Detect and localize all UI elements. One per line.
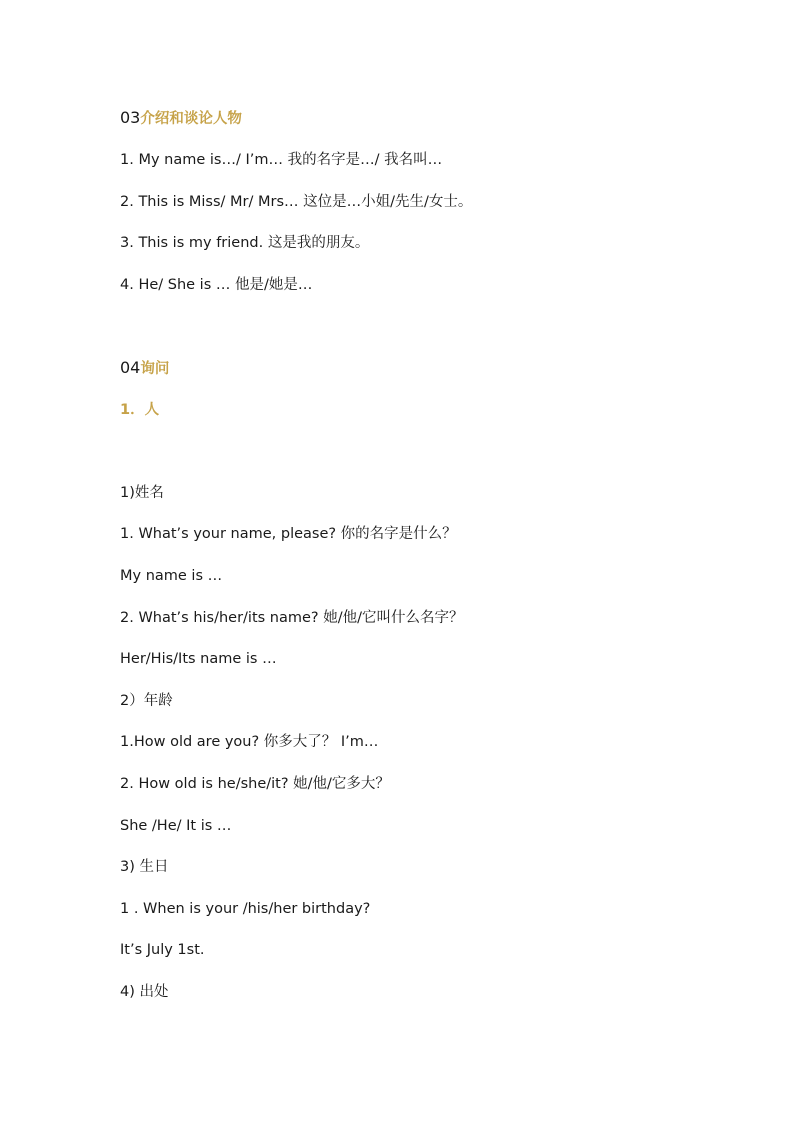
section-03-title: 介绍和谈论人物 <box>140 111 242 127</box>
section-04-number: 04 <box>120 358 141 377</box>
section-04-line-10: 3) 生日 <box>120 859 169 875</box>
section-03-line-2: 2. This is Miss/ Mr/ Mrs… 这位是…小姐/先生/女士。 <box>120 194 473 210</box>
section-04-line-9: She /He/ It is … <box>120 818 232 834</box>
section-04-line-8: 2. How old is he/she/it? 她/他/它多大？ <box>120 776 390 792</box>
section-03-number: 03 <box>120 108 141 127</box>
section-04-line-5: Her/His/Its name is … <box>120 651 277 667</box>
section-04-line-11: 1 . When is your /his/her birthday? <box>120 901 371 917</box>
section-04-line-6: 2）年龄 <box>120 693 173 709</box>
section-03-heading <box>120 108 242 129</box>
section-04-line-1: 1)姓名 <box>120 485 164 501</box>
section-04-line-7: 1.How old are you? 你多大了？ I’m… <box>120 734 379 750</box>
section-04-heading <box>120 358 169 379</box>
section-04-subheading: 1．人 <box>120 402 160 418</box>
section-04-line-3: My name is … <box>120 568 223 584</box>
section-04-line-4: 2. What’s his/her/its name? 她/他/它叫什么名字？ <box>120 610 464 626</box>
section-04-line-12: It’s July 1st. <box>120 942 205 958</box>
section-03-line-4: 4. He/ She is … 他是/她是… <box>120 277 313 293</box>
section-04-line-2: 1. What’s your name, please? 你的名字是什么？ <box>120 526 457 542</box>
section-03-line-3: 3. This is my friend. 这是我的朋友。 <box>120 235 370 251</box>
section-04-title: 询问 <box>140 361 170 377</box>
section-03-line-1: 1. My name is…/ I’m… 我的名字是…/ 我名叫… <box>120 152 443 168</box>
section-04-line-13: 4) 出处 <box>120 984 169 1000</box>
